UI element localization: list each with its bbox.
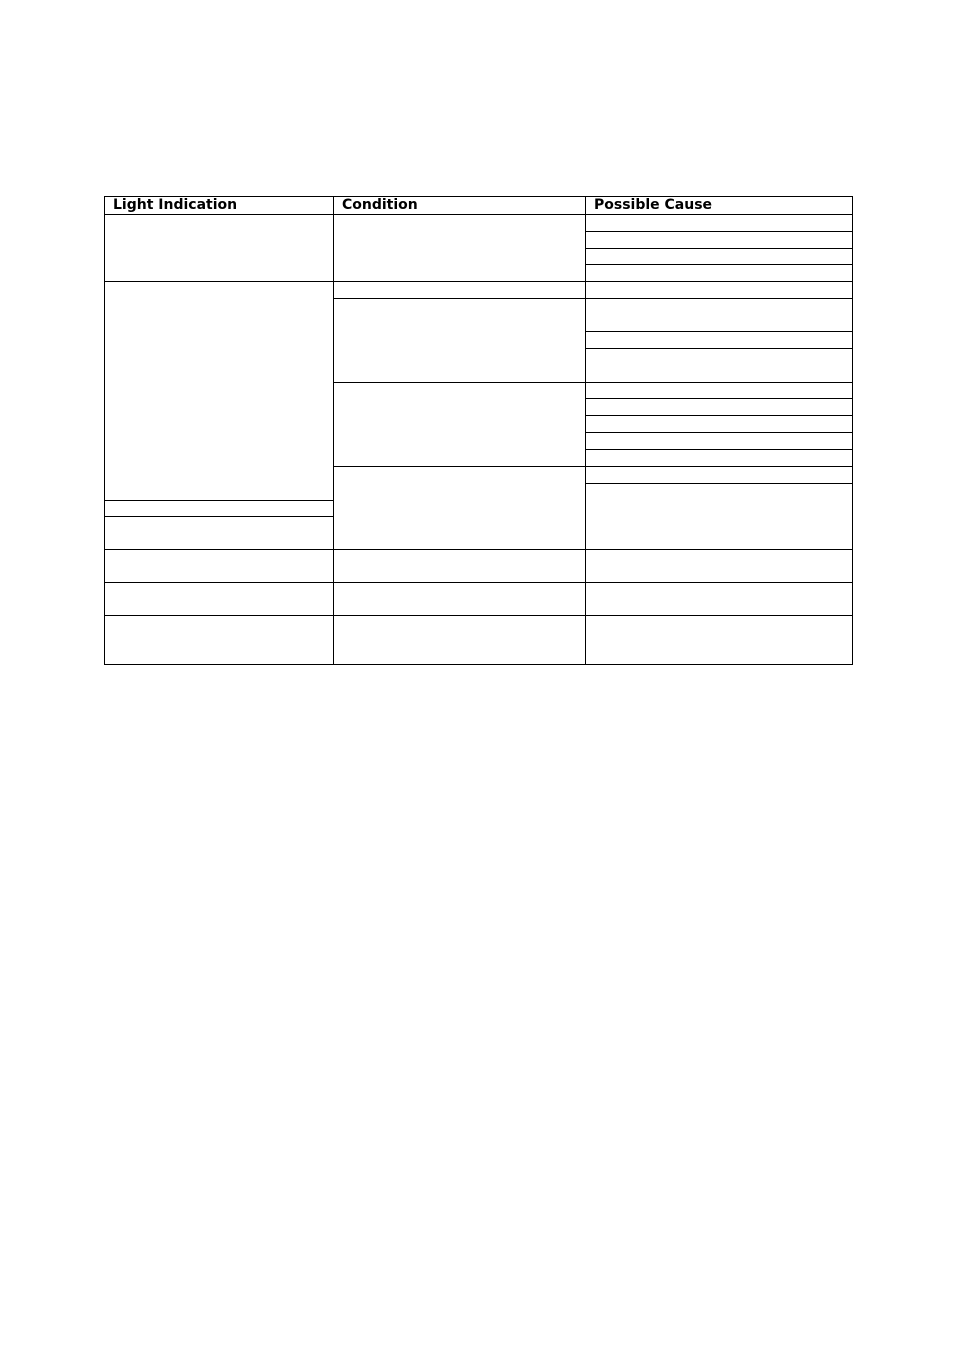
condition-cell	[586, 484, 853, 550]
condition-cell	[334, 215, 586, 282]
possible-cause-cell	[586, 416, 853, 433]
header-condition: Condition	[334, 197, 586, 215]
possible-cause-cell	[586, 433, 853, 450]
table-header-row	[105, 197, 853, 215]
condition-cell	[586, 467, 853, 484]
possible-cause-cell	[105, 501, 334, 517]
possible-cause-cell	[586, 232, 853, 249]
possible-cause-cell	[586, 583, 853, 616]
troubleshooting-table	[104, 196, 853, 665]
light-indication-cell	[105, 215, 334, 282]
possible-cause-cell	[586, 332, 853, 349]
header-possible-cause: Possible Cause	[586, 197, 853, 215]
table-row	[105, 550, 853, 583]
possible-cause-cell	[586, 215, 853, 232]
light-indication-cell	[105, 583, 334, 616]
light-indication-cell	[105, 282, 334, 501]
table-row	[105, 583, 853, 616]
table-row	[105, 616, 853, 665]
possible-cause-cell	[586, 616, 853, 665]
light-indication-cell	[105, 550, 334, 583]
possible-cause-cell	[586, 399, 853, 416]
condition-cell	[334, 616, 586, 665]
table-row	[105, 215, 853, 232]
condition-cell	[334, 383, 586, 467]
possible-cause-cell	[586, 265, 853, 282]
possible-cause-cell	[105, 517, 334, 550]
condition-cell	[334, 299, 586, 383]
possible-cause-cell	[586, 299, 853, 332]
possible-cause-cell	[586, 450, 853, 467]
condition-cell	[334, 282, 586, 299]
possible-cause-cell	[586, 550, 853, 583]
possible-cause-cell	[586, 282, 853, 299]
header-light-indication: Light Indication	[105, 197, 334, 215]
condition-cell	[334, 583, 586, 616]
light-indication-cell	[334, 467, 586, 550]
possible-cause-cell	[586, 383, 853, 399]
possible-cause-cell	[586, 349, 853, 383]
table-row	[105, 282, 853, 299]
possible-cause-cell	[586, 249, 853, 265]
condition-cell	[334, 550, 586, 583]
light-indication-cell	[105, 616, 334, 665]
